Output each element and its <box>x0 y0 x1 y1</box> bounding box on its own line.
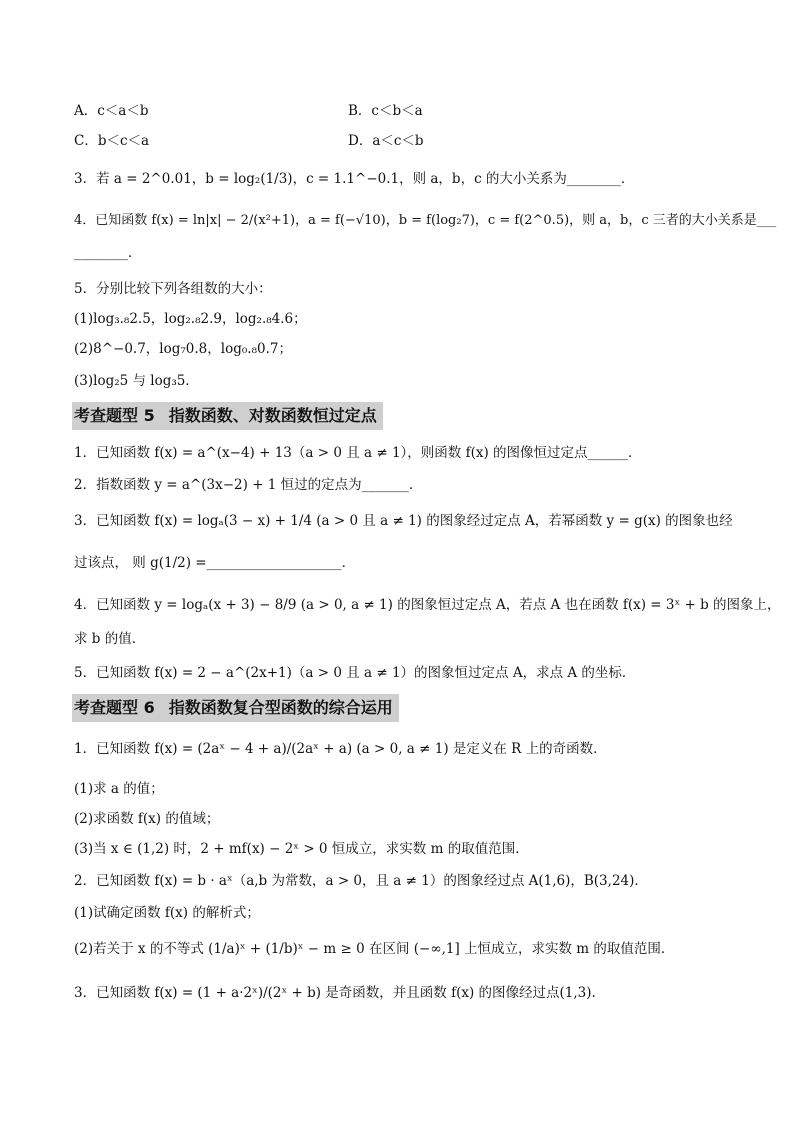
s6-question-1-part2: (2)求函数 f(x) 的值域； <box>74 811 220 827</box>
question-5: 5．分别比较下列各组数的大小： <box>74 281 272 297</box>
s5-question-4-line1: 4．已知函数 y = logₐ(x + 3) − 8/9 (a > 0, a ≠ 1) 的图象恒过定点 A，若点 A 也在函数 f(x) = 3ˣ + b 的图象上， <box>74 597 781 613</box>
s6-question-2: 2．已知函数 f(x) = b · aˣ（a,b 为常数，a > 0，且 a ≠ 1）的图象经过点 A(1,6)，B(3,24)． <box>74 873 648 889</box>
question-5-part2: (2)8^−0.7，log₇0.8，log₀.₈0.7； <box>74 341 292 357</box>
section-heading-5 <box>72 402 383 430</box>
s6-question-1-part3: (3)当 x ∈ (1,2) 时，2 + mf(x) − 2ˣ > 0 恒成立，求实数 m 的取值范围． <box>74 841 529 857</box>
s6-question-3: 3．已知函数 f(x) = (1 + a·2ˣ)/(2ˣ + b) 是奇函数，并且函数 f(x) 的图像经过点(1,3). <box>74 985 596 1001</box>
s6-question-2-part1: (1)试确定函数 f(x) 的解析式； <box>74 905 260 921</box>
s6-question-1: 1．已知函数 f(x) = (2aˣ − 4 + a)/(2aˣ + a) (a > 0, a ≠ 1) 是定义在 R 上的奇函数． <box>74 741 607 757</box>
option-a: A．c＜a＜b <box>74 103 149 119</box>
section-6-number: 考查题型 6 <box>74 698 155 717</box>
section-heading-6 <box>72 694 399 722</box>
s5-question-3-line2: 过该点， 则 g(1/2) =____________________． <box>74 555 356 571</box>
question-4-line2: ________． <box>74 245 142 261</box>
s5-question-1: 1．已知函数 f(x) = a^(x−4) + 13（a > 0 且 a ≠ 1），则函数 f(x) 的图像恒过定点______． <box>74 445 642 461</box>
s5-question-5: 5．已知函数 f(x) = 2 − a^(2x+1)（a > 0 且 a ≠ 1）的图象恒过定点 A，求点 A 的坐标． <box>74 665 636 681</box>
option-c: C．b＜c＜a <box>74 133 150 149</box>
option-d: D．a＜c＜b <box>348 133 424 149</box>
section-5-number: 考查题型 5 <box>74 406 155 425</box>
question-5-part1: (1)log₃.₈2.5，log₂.₈2.9，log₂.₈4.6； <box>74 311 307 327</box>
s5-question-3-line1: 3．已知函数 f(x) = logₐ(3 − x) + 1/4 (a > 0 且 a ≠ 1) 的图象经过定点 A，若幂函数 y = g(x) 的图象也经 <box>74 513 733 529</box>
option-b: B．c＜b＜a <box>348 103 423 119</box>
question-3: 3．若 a = 2^0.01，b = log₂(1/3)，c = 1.1^−0.1，则 a，b，c 的大小关系为________． <box>74 171 635 187</box>
s6-question-2-part2: (2)若关于 x 的不等式 (1/a)ˣ + (1/b)ˣ − m ≥ 0 在区间 (−∞,1] 上恒成立，求实数 m 的取值范围． <box>74 941 675 957</box>
s6-question-1-part1: (1)求 a 的值； <box>74 781 164 797</box>
section-5-title: 指数函数、对数函数恒过定点 <box>168 406 377 425</box>
question-5-part3: (3)log₂5 与 log₃5． <box>74 373 199 389</box>
section-6-title: 指数函数复合型函数的综合运用 <box>168 698 393 717</box>
question-4-line1: 4．已知函数 f(x) = ln|x| − 2/(x²+1)，a = f(−√10)，b = f(log₂7)，c = f(2^0.5)，则 a，b，c 三者的大小关系是___ <box>74 213 777 228</box>
s5-question-2: 2．指数函数 y = a^(3x−2) + 1 恒过的定点为_______． <box>74 477 423 493</box>
s5-question-4-line2: 求 b 的值. <box>74 631 137 647</box>
